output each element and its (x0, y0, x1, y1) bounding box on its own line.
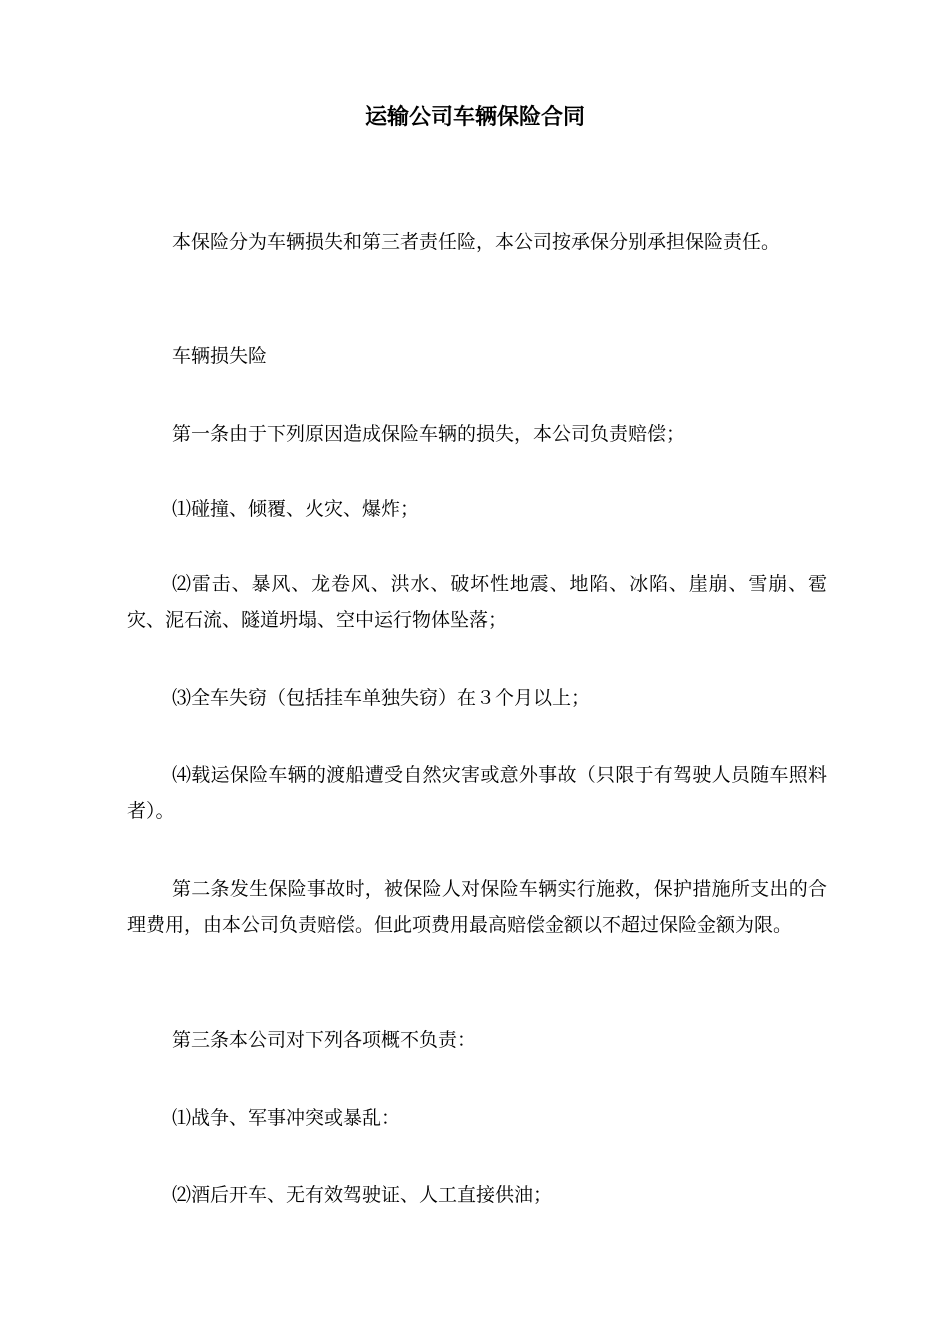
list-item-4: ⑷载运保险车辆的渡船遭受自然灾害或意外事故（只限于有驾驶人员随车照料者）。 (127, 764, 827, 822)
paragraph-article-3: 第三条本公司对下列各项概不负责： (172, 1029, 477, 1051)
section-heading-vehicle-loss: 车辆损失险 (172, 345, 268, 367)
exclusion-item-2: ⑵酒后开车、无有效驾驶证、人工直接供油； (172, 1184, 553, 1206)
paragraph-intro: 本保险分为车辆损失和第三者责任险，本公司按承保分别承担保险责任。 (172, 231, 781, 253)
list-item-1: ⑴碰撞、倾覆、火灾、爆炸； (172, 498, 420, 520)
list-item-3: ⑶全车失窃（包括挂车单独失窃）在３个月以上； (172, 687, 591, 709)
paragraph-article-1: 第一条由于下列原因造成保险车辆的损失，本公司负责赔偿； (172, 423, 686, 445)
document-title: 运输公司车辆保险合同 (364, 105, 585, 130)
paragraph-article-2: 第二条发生保险事故时，被保险人对保险车辆实行施救，保护措施所支出的合理费用，由本公司负责赔偿。但此项费用最高赔偿金额以不超过保险金额为限。 (127, 878, 827, 936)
list-item-2: ⑵雷击、暴风、龙卷风、洪水、破坏性地震、地陷、冰陷、崖崩、雪崩、雹灾、泥石流、隧道坍塌、空中运行物体坠落； (127, 573, 827, 631)
exclusion-item-1: ⑴战争、军事冲突或暴乱： (172, 1107, 401, 1129)
